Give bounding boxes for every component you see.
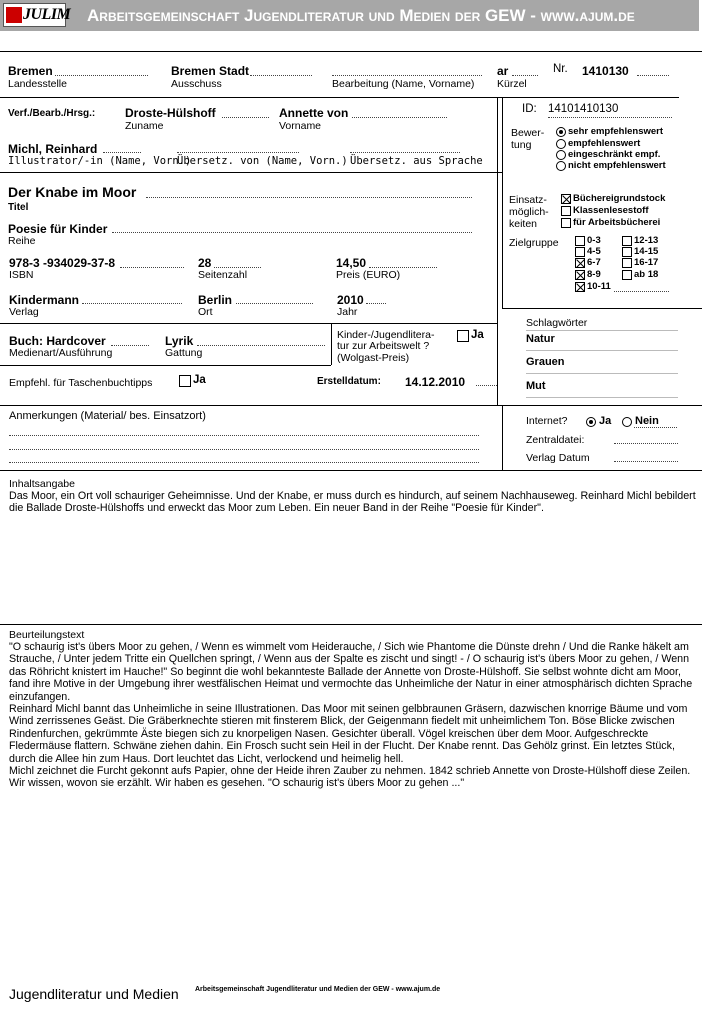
jahr-label: Jahr: [337, 306, 358, 318]
rating-label-1: Bewer-: [511, 127, 545, 139]
ziel-option-14-15: 14-15: [634, 246, 659, 257]
divider: [497, 97, 498, 405]
zuname-value: Droste-Hülshoff: [125, 106, 216, 120]
rating-option-1: sehr empfehlenswert: [568, 126, 664, 137]
einsatz-option-3: für Arbeitsbücherei: [573, 217, 661, 228]
divider: [0, 51, 702, 52]
preis-label: Preis (EURO): [336, 269, 401, 281]
ort-value: Berlin: [198, 293, 233, 307]
inhaltsangabe-text: Das Moor, ein Ort voll schauriger Geheimnisse. Und der Knabe, er muss durch es hindurch, auf seinem Nachhauseweg. Reinhard Michl bebildert die Ballade Droste-Hülshoffs und erweckt das Moor zum Leben. Ein neuer Band in der Reihe "Poesie für Kinder".: [9, 490, 696, 515]
ziel-checkbox-0-3[interactable]: [575, 236, 585, 246]
id-value: 14101410130: [548, 103, 619, 115]
internet-ja: Ja: [599, 415, 612, 427]
medienart-value: Buch: Hardcover: [9, 334, 106, 348]
ziel-checkbox-12-13[interactable]: [622, 236, 632, 246]
erstelldatum-label: Erstelldatum:: [317, 376, 381, 387]
sprache-label: Übersetz. aus Sprache: [350, 155, 483, 167]
arbeitswelt-label-1: Kinder-/Jugendlitera-: [337, 329, 435, 341]
ziel-option-6-7: 6-7: [587, 257, 601, 268]
illustrator-label: Illustrator/-in (Name, Vorn.): [8, 155, 192, 167]
gattung-value: Lyrik: [165, 334, 194, 348]
anmerkungen-label: Anmerkungen (Material/ bes. Einsatzort): [9, 410, 206, 422]
ziel-option-4-5: 4-5: [587, 246, 601, 257]
divider: [0, 624, 702, 625]
arbeitswelt-label-3: (Wolgast-Preis): [337, 352, 410, 364]
schlagwort-3: Mut: [526, 380, 546, 392]
beurteilung-text: [9, 641, 699, 790]
divider: [502, 405, 503, 470]
schlagwort-1: Natur: [526, 333, 555, 345]
arbeitswelt-ja: Ja: [471, 329, 484, 341]
kuerzel-value: ar: [497, 64, 509, 78]
verlag-label: Verlag: [9, 306, 39, 318]
beurteilung-paragraph-1: "O schaurig ist's übers Moor zu gehen, / Wenn es wimmelt vom Heiderauche, / Sich wie Phantome die Dünste drehn / Und die Ranke häkelt am Strauche, / Unter jedem Tritte ein Quellchen springt, / Wenn aus der Spalte es zischt und singt! - / O schaurig ist's übers Moor zu gehen, / Wenn das Röhricht knistert im Hauche!" So beginnt die wohl bekannteste Ballade der Annette von Droste-Hülshoff. Sie selbst wohnte dicht am Moor, fand ihre Motive in der Umgebung ihrer westfälischen Heimat und vermochte das Unheimliche der Natur in einer atmosphärisch dichten Sprache einzufangen.: [9, 641, 693, 703]
footer-right: Arbeitsgemeinschaft Jugendliteratur und Medien der GEW - www.ajum.de: [195, 986, 441, 993]
titel-label: Titel: [8, 202, 29, 213]
illustrator-value: Michl, Reinhard: [8, 142, 98, 156]
rating-radio-1[interactable]: [556, 127, 566, 137]
divider: [331, 323, 332, 365]
rating-radio-3[interactable]: [556, 150, 566, 160]
taschenbuch-checkbox[interactable]: [179, 375, 191, 387]
divider: [502, 98, 503, 308]
internet-ja-radio[interactable]: [586, 417, 596, 427]
landesstelle-value: Bremen: [8, 64, 53, 78]
einsatz-checkbox-1[interactable]: [561, 194, 571, 204]
nr-label: Nr.: [553, 63, 568, 75]
logo-text: JULIM: [23, 6, 71, 23]
isbn-value: 978-3 -934029-37-8: [9, 256, 116, 270]
bearbeitung-label: Bearbeitung (Name, Vorname): [332, 78, 475, 90]
rating-radio-4[interactable]: [556, 161, 566, 171]
einsatz-option-1: Büchereigrundstock: [573, 193, 666, 204]
arbeitswelt-label-2: tur zur Arbeitswelt ?: [337, 340, 430, 352]
divider: [0, 172, 502, 173]
ziel-checkbox-ab-18[interactable]: [622, 270, 632, 280]
beurteilung-paragraph-2: Reinhard Michl bannt das Unheimliche in seine Illustrationen. Das Moor mit seinen gelbbraunen Gräsern, dazwischen knorrige Bäume und vom Wind zerrissenes Geäst. Die Gräberknechte stieren mit finsterem Blick, der Geigenmann fiedelt mit unheimlichem Ton. Böse Blicke zwischen Rindenfurchen, gekrümmte Äste biegen sich zu knorpeligen Nasen. Gesichter überall. Vögel kreischen über dem Moor. Aufgeschreckte Fledermäuse flattern. Schwäne ziehen dahin. Ein Frosch sucht sein Heil in der Flucht. Der Knabe rennt. Das Gehölz grinst. Ein letztes Stück, durch die Allee hin zum Haus. Dort leuchtet das Licht, verlockend und heimelig hell.: [9, 703, 688, 765]
gattung-label: Gattung: [165, 347, 203, 359]
ziel-checkbox-16-17[interactable]: [622, 258, 632, 268]
uebersetzer-label: Übersetz. von (Name, Vorn.): [177, 155, 348, 167]
footer-left: Jugendliteratur und Medien: [9, 986, 179, 1002]
inhaltsangabe-label: Inhaltsangabe: [9, 478, 75, 490]
rating-option-2: empfehlenswert: [568, 138, 641, 149]
id-label: ID:: [522, 103, 537, 115]
zentraldatei-label: Zentraldatei:: [526, 434, 585, 446]
ziel-checkbox-14-15[interactable]: [622, 247, 632, 257]
ausschuss-label: Ausschuss: [171, 78, 222, 90]
ziel-checkbox-6-7[interactable]: [575, 258, 585, 268]
nr-value: 1410130: [582, 64, 629, 78]
ziel-option-8-9: 8-9: [587, 269, 601, 280]
beurteilung-paragraph-3: Michl zeichnet die Furcht gekonnt aufs Papier, ohne der Heide ihren Zauber zu nehmen. 1842 schrieb Annette von Droste-Hülshoff diese Zeilen. Wir wissen, wovon sie erzählt. Wir haben es gesehen. "O schaurig ist's übers Moor zu gehen ...": [9, 765, 691, 790]
seitenzahl-value: 28: [198, 256, 212, 270]
divider: [0, 97, 679, 98]
internet-nein: Nein: [635, 415, 659, 427]
ziel-checkbox-10-11[interactable]: [575, 282, 585, 292]
schlagwort-2: Grauen: [526, 356, 565, 368]
einsatz-checkbox-2[interactable]: [561, 206, 571, 216]
rating-option-4: nicht empfehlenswert: [568, 160, 666, 171]
taschenbuch-label: Empfehl. für Taschenbuchtipps: [9, 377, 153, 389]
header-title: Arbeitsgemeinschaft Jugendliteratur und Medien der GEW - www.ajum.de: [87, 6, 635, 25]
ziel-option-10-11: 10-11: [587, 281, 611, 292]
divider: [0, 470, 702, 471]
seitenzahl-label: Seitenzahl: [198, 269, 248, 281]
erstelldatum-value: 14.12.2010: [405, 375, 466, 389]
preis-value: 14,50: [336, 256, 367, 270]
kuerzel-label: Kürzel: [497, 78, 527, 90]
landesstelle-label: Landesstelle: [8, 78, 67, 90]
reihe-label: Reihe: [8, 235, 36, 247]
divider: [0, 323, 497, 324]
ziel-checkbox-4-5[interactable]: [575, 247, 585, 257]
logo-mark-icon: [6, 7, 22, 23]
einsatz-label-1: Einsatz-: [509, 194, 547, 206]
internet-nein-radio[interactable]: [622, 417, 632, 427]
verf-label: Verf./Bearb./Hrsg.:: [8, 108, 96, 119]
einsatz-label-3: keiten: [509, 218, 538, 230]
divider: [0, 405, 702, 406]
ausschuss-value: Bremen Stadt: [171, 64, 250, 78]
vorname-value: Annette von: [279, 106, 349, 120]
logo: [3, 3, 71, 27]
zuname-label: Zuname: [125, 120, 164, 132]
beurteilung-label: Beurteilungstext: [9, 629, 85, 641]
arbeitswelt-checkbox[interactable]: [457, 330, 469, 342]
verlag-value: Kindermann: [9, 293, 80, 307]
schlagwoerter-label: Schlagwörter: [526, 317, 588, 329]
einsatz-label-2: möglich-: [509, 206, 549, 218]
isbn-label: ISBN: [9, 269, 34, 281]
titel-value: Der Knabe im Moor: [8, 184, 137, 200]
divider: [0, 365, 331, 366]
jahr-value: 2010: [337, 293, 364, 307]
divider: [502, 308, 702, 309]
rating-radio-2[interactable]: [556, 139, 566, 149]
rating-label-2: tung: [511, 139, 532, 151]
ort-label: Ort: [198, 306, 213, 318]
medienart-label: Medienart/Ausführung: [9, 347, 113, 359]
reihe-value: Poesie für Kinder: [8, 222, 108, 236]
einsatz-option-2: Klassenlesestoff: [573, 205, 649, 216]
zielgruppe-label: Zielgruppe: [509, 237, 559, 249]
verlag-datum-label: Verlag Datum: [526, 452, 590, 464]
ziel-option-16-17: 16-17: [634, 257, 659, 268]
internet-label: Internet?: [526, 415, 568, 427]
ziel-option-0-3: 0-3: [587, 235, 601, 246]
ziel-option-ab-18: ab 18: [634, 269, 659, 280]
taschenbuch-ja: Ja: [193, 374, 206, 386]
vorname-label: Vorname: [279, 120, 322, 132]
einsatz-checkbox-3[interactable]: [561, 218, 571, 228]
ziel-checkbox-8-9[interactable]: [575, 270, 585, 280]
rating-option-3: eingeschränkt empf.: [568, 149, 661, 160]
ziel-option-12-13: 12-13: [634, 235, 659, 246]
